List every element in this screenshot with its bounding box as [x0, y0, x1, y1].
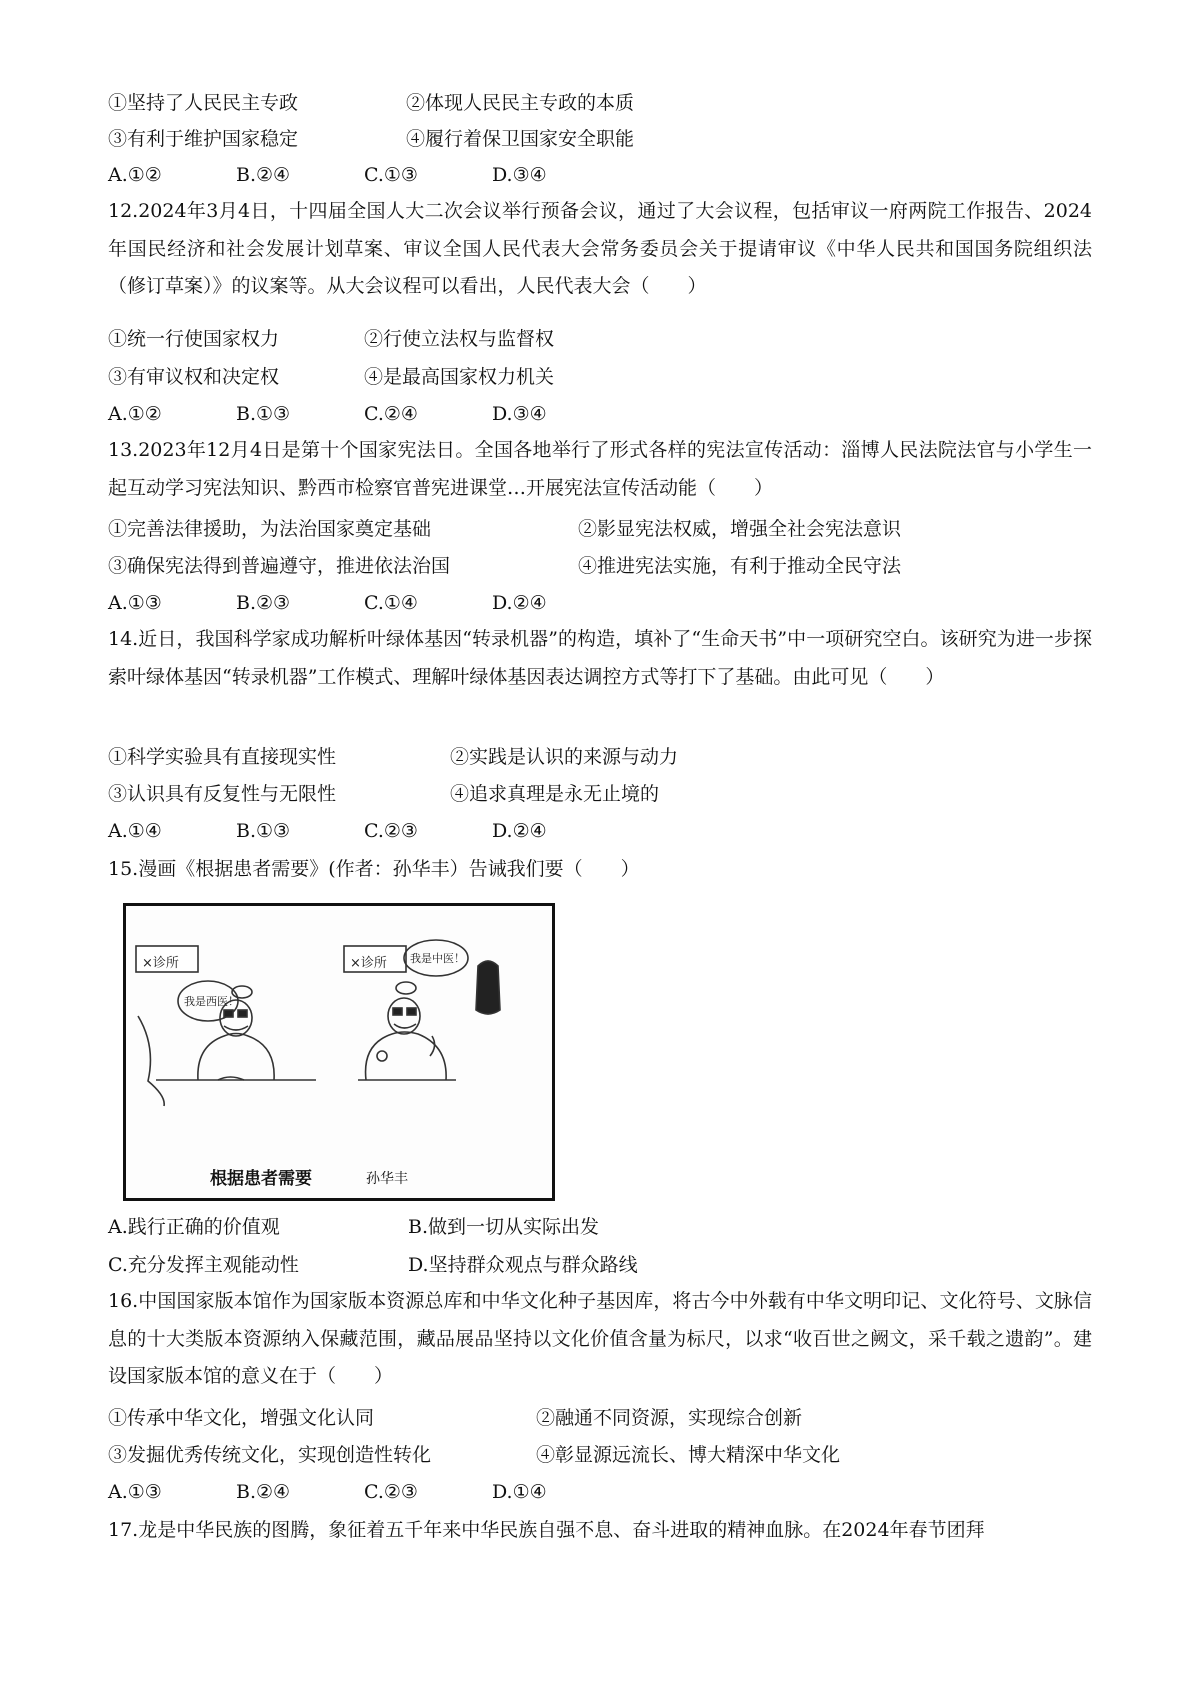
q16-statement-2: ②融通不同资源，实现综合创新 [536, 1407, 803, 1429]
q16-choice-a: A.①③ [108, 1481, 162, 1503]
q12-statement-1: ①统一行使国家权力 [108, 328, 280, 350]
q14-choice-c: C.②③ [364, 820, 418, 842]
q16-statement-3: ③发掘优秀传统文化，实现创造性转化 [108, 1444, 432, 1466]
q11-choice-c: C.①③ [364, 164, 418, 186]
q15-choice-a: A.践行正确的价值观 [108, 1216, 280, 1238]
q13-stem: 13.2023年12月4日是第十个国家宪法日。全国各地举行了形式各样的宪法宣传活动：淄博人民法院法官与小学生一起互动学习宪法知识、黔西市检察官普宪进课堂…开展宪法宣传活动能（ ） [108, 439, 1092, 499]
q13-choice-b: B.②③ [236, 592, 291, 614]
q14-statement-3: ③认识具有反复性与无限性 [108, 783, 337, 805]
q16-statement-1: ①传承中华文化，增强文化认同 [108, 1407, 375, 1429]
q12-choice-b: B.①③ [236, 403, 291, 425]
cartoon-drawing [126, 906, 552, 1198]
q11-choice-b: B.②④ [236, 164, 291, 186]
q12-statement-3: ③有审议权和决定权 [108, 366, 280, 388]
q15-choice-b: B.做到一切从实际出发 [408, 1216, 600, 1238]
right-clinic-sign: ×诊所 [350, 956, 387, 971]
q12-statement-2: ②行使立法权与监督权 [364, 328, 555, 350]
q14-stem: 14.近日，我国科学家成功解析叶绿体基因“转录机器”的构造，填补了“生命天书”中一项研究空白。该研究为进一步探索叶绿体基因“转录机器”工作模式、理解叶绿体基因表达调控方式等打下了基础。由此可见（ ） [108, 628, 1092, 688]
q11-statement-4: ④履行着保卫国家安全职能 [406, 128, 635, 150]
q16-choice-b: B.②④ [236, 1481, 291, 1503]
q12-stem: 12.2024年3月4日，十四届全国人大二次会议举行预备会议，通过了大会议程，包括审议一府两院工作报告、2024年国民经济和社会发展计划草案、审议全国人民代表大会常务委员会关于提请审议《中华人民共和国国务院组织法（修订草案）》的议案等。从大会议程可以看出，人民代表大会（ ） [108, 200, 1092, 297]
q16-choice-c: C.②③ [364, 1481, 418, 1503]
q13-statement-1: ①完善法律援助，为法治国家奠定基础 [108, 518, 432, 540]
q15-choice-d: D.坚持群众观点与群众路线 [408, 1254, 638, 1276]
q16-statement-4: ④彰显源远流长、博大精深中华文化 [536, 1444, 841, 1466]
q13-choice-a: A.①③ [108, 592, 162, 614]
left-clinic-sign: ×诊所 [142, 956, 179, 971]
q12-choice-c: C.②④ [364, 403, 418, 425]
q14-statement-1: ①科学实验具有直接现实性 [108, 746, 337, 768]
q16-choice-d: D.①④ [492, 1481, 547, 1503]
q14-statement-2: ②实践是认识的来源与动力 [450, 746, 679, 768]
q11-statement-3: ③有利于维护国家稳定 [108, 128, 299, 150]
q11-choice-a: A.①② [108, 164, 162, 186]
q13-statement-3: ③确保宪法得到普遍遵守，推进依法治国 [108, 555, 451, 577]
q12-choice-a: A.①② [108, 403, 162, 425]
cartoon-image [123, 903, 555, 1201]
q17-stem: 17.龙是中华民族的图腾，象征着五千年来中华民族自强不息、奋斗进取的精神血脉。在2024年春节团拜 [108, 1519, 985, 1541]
q14-choice-b: B.①③ [236, 820, 291, 842]
q11-choice-d: D.③④ [492, 164, 547, 186]
q15-choice-c: C.充分发挥主观能动性 [108, 1254, 299, 1276]
cartoon-author: 孙华丰 [366, 1171, 408, 1187]
q11-statement-2: ②体现人民民主专政的本质 [406, 92, 635, 114]
q12-choice-d: D.③④ [492, 403, 547, 425]
q13-choice-c: C.①④ [364, 592, 418, 614]
left-speech-bubble: 我是西医！ [184, 995, 239, 1008]
q15-stem: 15.漫画《根据患者需要》(作者：孙华丰）告诫我们要（ ） [108, 858, 640, 880]
q14-choice-a: A.①④ [108, 820, 162, 842]
q14-choice-d: D.②④ [492, 820, 547, 842]
cartoon-caption: 根据患者需要 [210, 1169, 312, 1189]
q13-statement-2: ②影显宪法权威，增强全社会宪法意识 [578, 518, 902, 540]
q12-statement-4: ④是最高国家权力机关 [364, 366, 555, 388]
q13-statement-4: ④推进宪法实施，有利于推动全民守法 [578, 555, 902, 577]
right-speech-bubble: 我是中医！ [410, 952, 465, 965]
q13-choice-d: D.②④ [492, 592, 547, 614]
q11-statement-1: ①坚持了人民民主专政 [108, 92, 299, 114]
q14-statement-4: ④追求真理是永无止境的 [450, 783, 660, 805]
q16-stem: 16.中国国家版本馆作为国家版本资源总库和中华文化种子基因库，将古今中外载有中华文明印记、文化符号、文脉信息的十大类版本资源纳入保藏范围，藏品展品坚持以文化价值含量为标尺，以求“收百世之阙文，采千载之遗韵”。建设国家版本馆的意义在于（ ） [108, 1290, 1092, 1387]
